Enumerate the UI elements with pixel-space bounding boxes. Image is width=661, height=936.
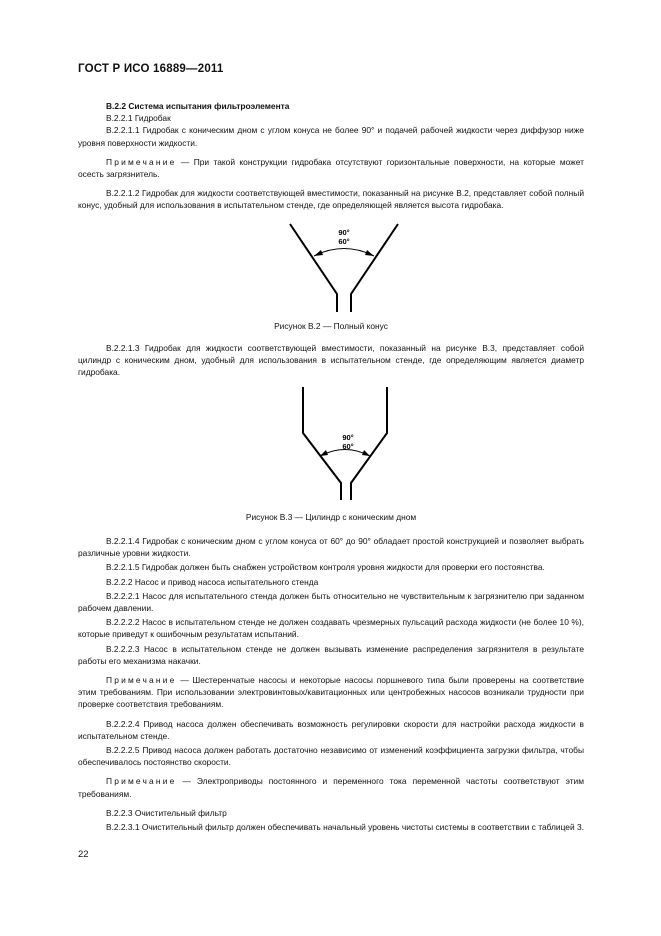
note-1 [78, 156, 584, 180]
note-label: Примечание [106, 156, 177, 167]
section-pumps [78, 535, 584, 833]
figure-b2-caption: Рисунок B.2 — Полный конус [274, 321, 388, 331]
section-cylinder [78, 342, 584, 379]
angle-label-90: 90° [338, 228, 350, 237]
paragraph-b2223: B.2.2.2.3 Насос в испытательном стенде не должен вызывать изменение распределения загрязнителя в результате работы его механизма накачки. [78, 643, 584, 666]
cone-right-wall [351, 224, 398, 312]
note-text: — Электроприводы постоянного и переменного тока переменной частоты соответствуют этим требованиям. [78, 776, 584, 799]
heading-test-system: B.2.2 Система испытания фильтроэлемента [106, 101, 290, 111]
angle-label-90: 90° [342, 433, 354, 442]
paragraph-b2231: B.2.2.3.1 Очистительный фильтр должен обеспечивать начальный уровень чистоты системы в соответствии с таблицей 3. [106, 822, 584, 833]
arrow-left [320, 450, 328, 456]
figure-cylinder-conical-bottom [0, 385, 661, 505]
arrow-right [365, 250, 374, 256]
paragraph-b2221: B.2.2.2.1 Насос для испытательного стенда должен быть относительно не чувствительным к загрязнителю при заданном рабочем давлении. [78, 590, 584, 614]
heading-pump: B.2.2.2 Насос и привод насоса испытательного стенда [106, 576, 319, 587]
paragraph-b2211: B.2.2.1.1 Гидробак с коническим дном с углом конуса не более 90° и подачей рабочей жидкости через диффузор ниже уровня поверхности жидкости. [78, 125, 584, 148]
figure-full-cone [0, 220, 661, 320]
paragraph-b2214: B.2.2.1.4 Гидробак с коническим дном с углом конуса от 60° до 90° обладает простой конструкцией и позволяет выбрать различные уровни жидкости. [78, 536, 584, 559]
note-text: — При такой конструкции гидробака отсутствуют горизонтальные поверхности, на которые может осесть загрязнитель. [78, 156, 584, 180]
angle-arc [314, 249, 374, 257]
section-tank-intro [78, 100, 584, 212]
arrow-left [314, 250, 323, 256]
heading-tank: B.2.2.1 Гидробак [106, 113, 171, 124]
paragraph-b2225: B.2.2.2.5 Привод насоса должен работать достаточно независимо от изменений коэффициента загрузки фильтра, чтобы обеспечивалось постоянство скорости. [78, 745, 584, 768]
angle-label-60: 60° [342, 442, 354, 451]
angle-label-60: 60° [338, 237, 350, 246]
note-label: Примечание [106, 776, 177, 787]
cylinder-left-wall [303, 387, 341, 500]
paragraph-b2212: B.2.2.1.2 Гидробак для жидкости соответствующей вместимости, показанный на рисунке B.2, представляет собой полный конус, удобный для использования в испытательном стенде, где определяющей является высота гидробака. [78, 188, 584, 211]
figure-b3-caption: Рисунок B.3 — Цилиндр с коническим дном [245, 512, 417, 522]
note-label: Примечание [106, 675, 177, 686]
paragraph-b2222: B.2.2.2.2 Насос в испытательном стенде не должен создавать чрезмерных пульсаций расхода жидкости (не более 10 %), которые приведут к ошибочным результатам испытаний. [78, 617, 584, 640]
document-header: ГОСТ Р ИСО 16889—2011 [78, 63, 224, 75]
note-text: — Шестеренчатые насосы и некоторые насосы поршневого типа были проверены на соответствие этим требованиям. При использовании электровинтовых/кавитационных или центробежных насосов возникали трудности при проверке соответствия требованиям. [78, 675, 584, 710]
note-3 [78, 775, 584, 799]
page-number: 22 [78, 849, 89, 860]
cone-left-wall [290, 224, 337, 312]
paragraph-b2224: B.2.2.2.4 Привод насоса должен обеспечивать возможность регулировки скорости для настройки расхода жидкости в испытательном стенде. [78, 718, 584, 741]
paragraph-b2215: B.2.2.1.5 Гидробак должен быть снабжен устройством контроля уровня жидкости для проверки его постоянства. [106, 562, 545, 573]
note-2 [78, 674, 584, 711]
cylinder-right-wall [351, 387, 387, 500]
heading-cleanup-filter: B.2.2.3 Очистительный фильтр [106, 807, 227, 818]
arrow-right [362, 450, 370, 456]
paragraph-b2213: B.2.2.1.3 Гидробак для жидкости соответствующей вместимости, показанный на рисунке B.3, представляет собой цилиндр с коническим дном, удобный для использования в испытательном стенде, где определяющим является диаметр гидробака. [78, 343, 584, 378]
